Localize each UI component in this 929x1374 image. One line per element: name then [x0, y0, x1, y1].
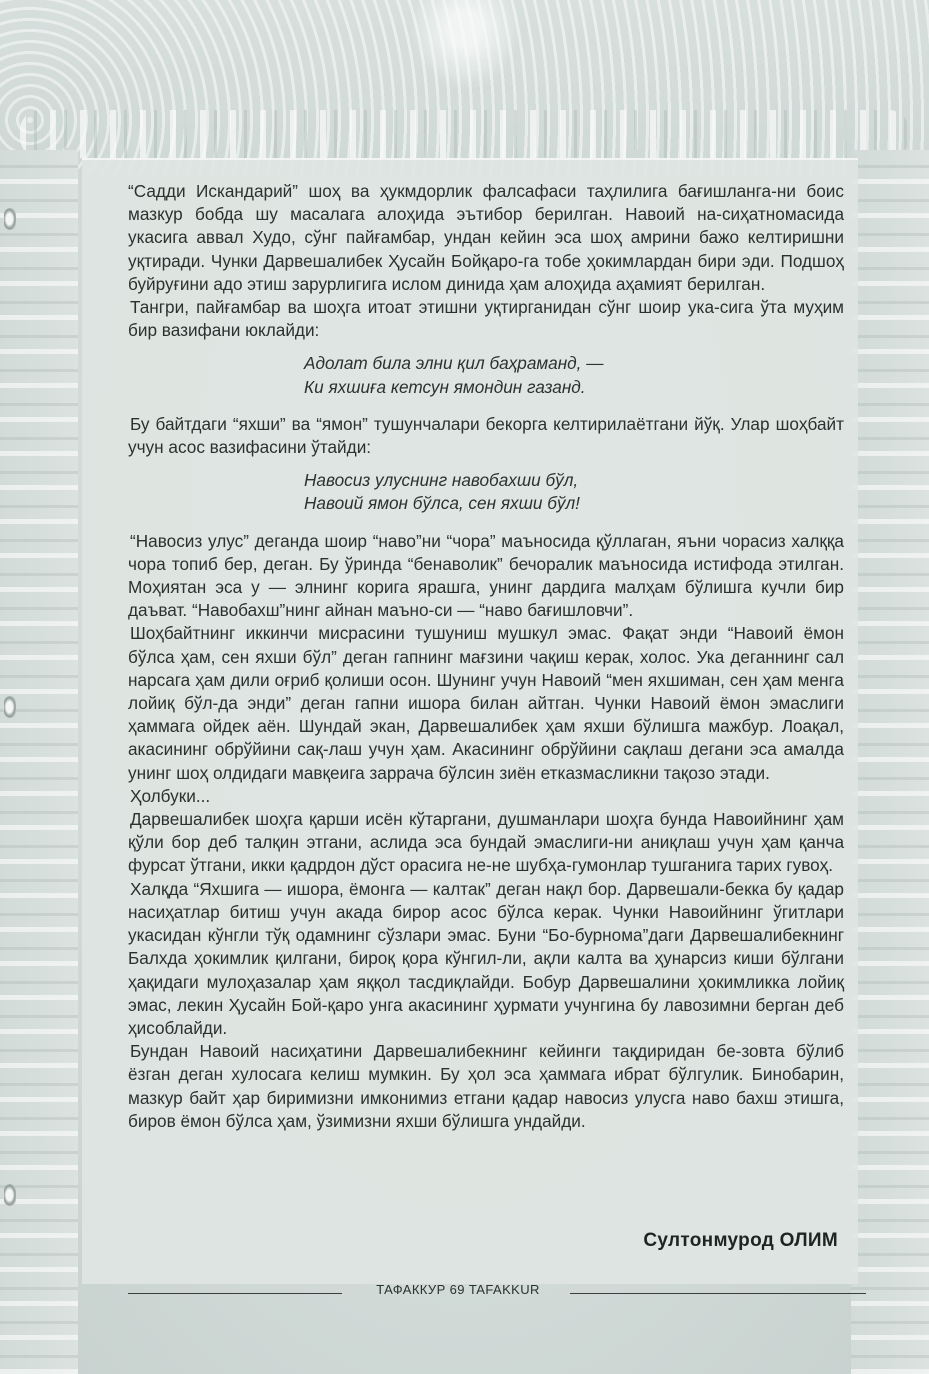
paragraph: Ҳолбуки...: [130, 785, 211, 806]
footer-page-label: ТАФАККУР 69 TAFAKKUR: [376, 1282, 540, 1297]
ornamental-frame-top: [0, 0, 929, 175]
article-body: [128, 180, 844, 1133]
paragraph: Дарвешалибек шоҳга қарши исён кўтаргани, душманлари шоҳга бунда Навоийнинг ҳам қўли бор деб талқин этгани, аслида эса бундай эмаслиги-ни аниқлаш учун ҳам қанча фурсат ўтгани, икки қадрдон дўст орасига не-не шубҳа-гумонлар тушганига тарих гувоҳ.: [128, 809, 844, 876]
paragraph: “Навосиз улус” деганда шоир “наво”ни “чора” маъносида қўллаган, яъни чорасиз халққа чора топиб бер, деган. Бу ўринда “бенаволик” бечоралик маъносида истифода этилган. Моҳиятан эса у — элнинг корига ярашга, унинг дардига малҳам бўлишга кучли бир даъват. “Навобахш”нинг айнан маъно-си — “наво бағишловчи”.: [128, 530, 844, 621]
paragraph: Бундан Навоий насиҳатини Дарвешалибекнинг кейинги тақдиридан бе-зовта бўлиб ёзган деган хулосага келиш мумкин. Бу ҳол эса ҳаммага ибрат бўлгулик. Бинобарин, мазкур байт ҳар биримизни имконимиз етгани қадар навосиз улусга наво бахш этишга, биров ёмон бўлса ҳам, ўзимизни яхши бўлишга ундайди.: [128, 1041, 844, 1131]
paragraph: “Садди Искандарий” шоҳ ва ҳукмдорлик фалсафаси таҳлилига бағишланга-ни боис мазкур бобда шу масалага алоҳида эътибор берилган. Навоий на-сиҳатномасида укасига аввал Худо, сўнг пайғамбар, ундан кейин эса шоҳ амрини бажо келтиришни уқтиради. Чунки Дарвешалибек Ҳусайн Бойқаро-га тобе ҳокимлардан бири эди. Подшоҳ буйруғини адо этиш зарурлигига ислом динида ҳам алоҳида аҳамият берилган.: [128, 181, 844, 294]
verse-block: [128, 352, 844, 398]
punch-hole: [4, 208, 16, 230]
footer-rule-left: [128, 1293, 342, 1294]
paragraph: Бу байтдаги “яхши” ва “ямон” тушунчалари бекорга келтирилаётгани йўқ. Улар шоҳбайт учун асос вазифасини ўтайди:: [128, 413, 844, 458]
ornamental-frame-right: [851, 150, 929, 1374]
paragraph: Тангри, пайғамбар ва шоҳга итоат этишни уқтирганидан сўнг шоир ука-сига ўта муҳим бир вазифани юклайди:: [128, 297, 844, 341]
verse-line: Ки яхшиға кетсун ямондин газанд.: [304, 376, 586, 397]
verse-line: Навоий ямон бўлса, сен яхши бўл!: [304, 493, 580, 514]
ornament-scroll-row: [20, 110, 909, 158]
paragraph: Шоҳбайтнинг иккинчи мисрасини тушуниш мушкул эмас. Фақат энди “Навоий ёмон бўлса ҳам, сен яхши бўл” деган гапнинг мағзини чақиш керак, холос. Ука деганнинг сал нарсага ҳам дили оғриб қолиши осон. Шунинг учун Навоий “мен яхшиман, сен ҳам менга лойиқ бўл-да энди” деган гапни ишора билан айтган. Чунки Навоий ёмон эмаслиги ҳаммага ойдек аён. Шундай экан, Дарвешалибек ҳам яхши бўлишга мажбур. Лоақал, акасининг обрўйини сақ-лаш учун ҳам. Акасининг обрўйини сақлаш дегани эса амалда унинг шоҳ олдидаги мавқеига заррача бўлсин зиён етказмасликни тақозо этади.: [128, 623, 844, 783]
footer-rule-right: [570, 1293, 866, 1294]
verse-block: [128, 469, 844, 515]
punch-hole: [4, 696, 16, 718]
author-signature: Султонмурод ОЛИМ: [643, 1230, 838, 1251]
ornament-crest: [400, 0, 530, 100]
verse-line: Адолат била элни қил баҳраманд, —: [304, 353, 604, 374]
punch-hole: [4, 1184, 16, 1206]
page-footer: [128, 1280, 868, 1300]
verse-line: Навосиз улуснинг навобахши бўл,: [304, 470, 579, 491]
paragraph: Халқда “Яхшига — ишора, ёмонга — калтак” деган нақл бор. Дарвешали-бекка бу қадар насиҳатлар битиш учун акада бирор асос бўлса керак. Чунки Навоийнинг ўгитлари укасидан кўнгли тўқ одамнинг сўзлари эмас. Буни “Бо-бурнома”даги Дарвешалибекнинг Балхда ҳокимлик қилгани, бироқ қора кўнгил-ли, ақли калта ва ҳунарсиз киши бўлгани ҳақидаги мулоҳазалар ҳам яққол тасдиқлайди. Бобур Дарвешалини ҳокимликка лойиқ эмас, лекин Ҳусайн Бой-қаро унга акасининг ҳурмати учунгина бу лавозимни берган деб ҳисоблайди.: [128, 878, 844, 1038]
